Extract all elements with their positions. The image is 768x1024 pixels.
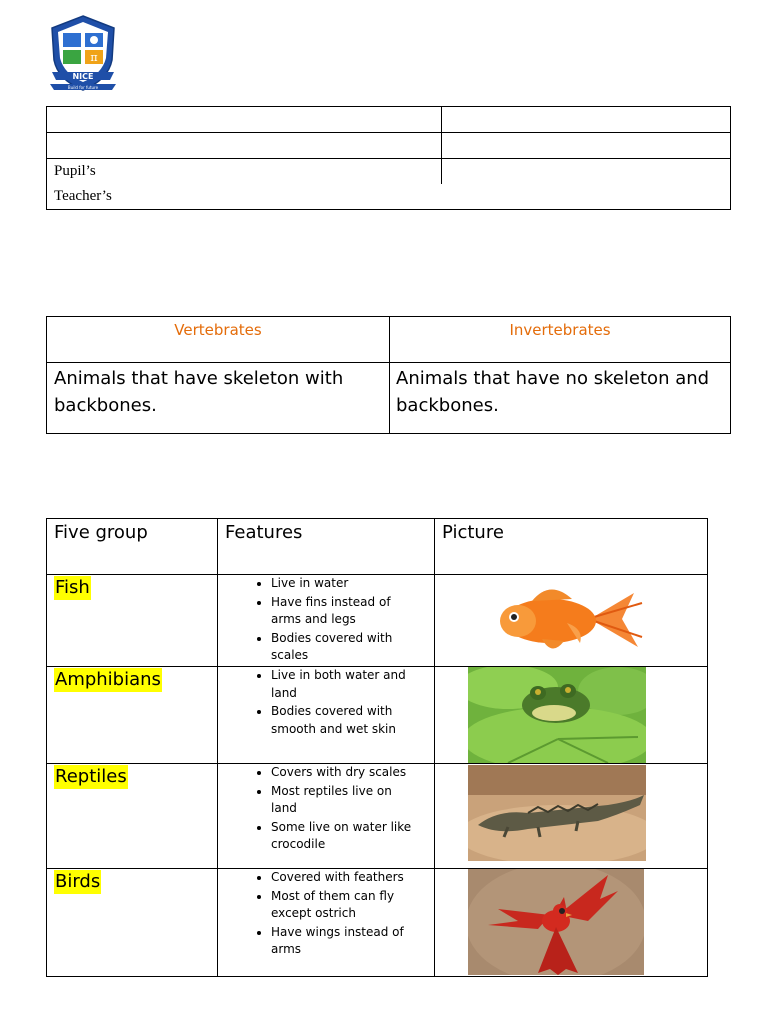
classification-table [46,316,731,434]
vertebrates-definition: Animals that have skeleton with backbones. [54,368,344,416]
feature-item: • Most reptiles live on land [271,783,421,818]
teacher-label: Teacher’s [54,188,112,204]
logo-text: NICE [72,72,94,81]
frog-picture [468,667,646,763]
feature-item: • Bodies covered with smooth and wet skin [271,703,421,738]
pupil-info-table [46,106,731,210]
feature-item: • Covers with dry scales [271,764,421,782]
table-rule [47,132,730,133]
logo-motto: Build for future [67,85,99,90]
features-list-reptiles [247,764,421,855]
features-list-birds [247,869,421,960]
feature-item: • Covered with feathers [271,869,421,887]
group-name-amphibians: Amphibians [55,669,161,690]
features-list-amphibians [247,667,421,739]
header-five-group: Five group [54,522,148,543]
feature-item: • Have wings instead of arms [271,924,421,959]
vertebrates-heading: Vertebrates [174,321,262,339]
table-divider [441,107,442,184]
invertebrates-definition: Animals that have no skeleton and backbones. [396,368,710,416]
group-name-reptiles: Reptiles [55,766,127,787]
table-divider [217,519,218,976]
svg-text:π: π [90,51,98,64]
feature-item: • Live in both water and land [271,667,421,702]
features-list-fish [247,575,421,666]
header-picture: Picture [442,522,504,543]
group-name-birds: Birds [55,871,101,892]
feature-item: • Have fins instead of arms and legs [271,594,421,629]
feature-item: • Most of them can fly except ostrich [271,888,421,923]
table-rule [47,362,730,363]
table-rule [47,158,730,159]
pupil-label: Pupil’s [54,163,96,179]
invertebrates-heading: Invertebrates [509,321,611,339]
group-name-fish: Fish [55,577,90,598]
school-logo [48,14,118,94]
goldfish-picture [472,577,647,661]
feature-item: • Live in water [271,575,421,593]
five-groups-table [46,518,708,977]
cardinal-picture [468,869,644,975]
header-features: Features [225,522,303,543]
table-divider [434,519,435,976]
feature-item: • Bodies covered with scales [271,630,421,665]
crocodile-picture [468,765,646,861]
feature-item: • Some live on water like crocodile [271,819,421,854]
